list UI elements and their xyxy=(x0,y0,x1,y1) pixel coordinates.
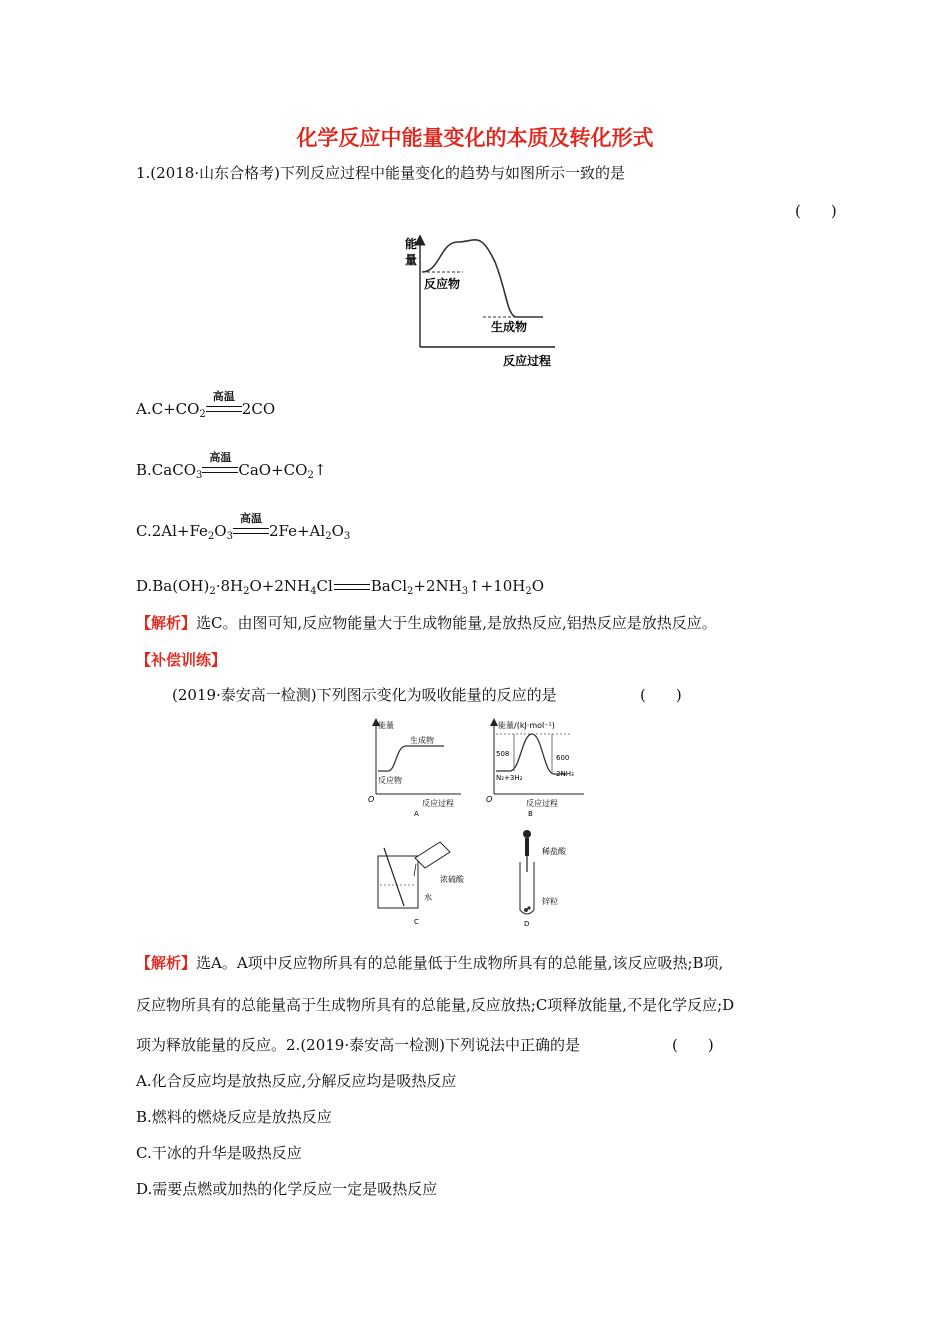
fig-a-product: 生成物 xyxy=(410,736,434,745)
q1-analysis: 【解析】选C。由图可知,反应物能量大于生成物能量,是放热反应,铝热反应是放热反应。 xyxy=(136,614,717,632)
fig-b-caption: B xyxy=(528,810,533,818)
figure-d xyxy=(510,826,600,930)
x-label: 反应过程 xyxy=(503,354,552,368)
fig-c-caption: C xyxy=(414,918,419,926)
y-label-1: 能 xyxy=(405,237,418,251)
q1-option-c: $C.2Al+Fe_2O_3$ 高温 $2Fe+Al_2O_3$ xyxy=(136,512,351,542)
q2-option-b: B.燃料的燃烧反应是放热反应 xyxy=(136,1108,332,1126)
supplement-analysis-line3: 项为释放能量的反应。2.(2019·泰安高一检测)下列说法中正确的是 xyxy=(136,1036,580,1054)
q1-option-b: B.CaCO$_3$ 高温 $CaO+CO_2↑$ xyxy=(136,451,327,481)
beaker xyxy=(378,856,418,908)
fig-b-value-508: 508 xyxy=(496,750,510,758)
q2-answer-paren: ( ) xyxy=(672,1036,714,1054)
supplement-paren: ( ) xyxy=(640,686,682,704)
fig-b-xlabel: 反应过程 xyxy=(526,799,558,808)
fig-a-reactant: 反应物 xyxy=(378,776,402,785)
q1-answer-paren: ( ) xyxy=(795,202,837,220)
fig-a-origin: O xyxy=(368,795,375,804)
fig-b-value-600: 600 xyxy=(556,754,570,762)
fig-a-caption: A xyxy=(414,810,419,818)
q1-energy-diagram xyxy=(395,232,565,372)
q1-option-a: $A.C+CO_2$ 高温 2CO xyxy=(136,390,276,420)
reagent-bottle xyxy=(415,842,450,868)
q1-option-d: $D.Ba(OH)_2\cdot 8H_2O+2NH_4Cl$ $BaCl_2+2NH_3↑+10H_2O$ xyxy=(136,577,545,597)
supplement-tag: 【补偿训练】 xyxy=(136,651,227,669)
figure-a xyxy=(366,716,466,820)
fig-d-caption: D xyxy=(524,920,530,928)
q2-option-d: D.需要点燃或加热的化学反应一定是吸热反应 xyxy=(136,1180,438,1198)
fig-b-ylabel: 能量/(kJ·mol⁻¹) xyxy=(498,721,555,730)
q2-option-c: C.干冰的升华是吸热反应 xyxy=(136,1144,302,1162)
fig-a-xlabel: 反应过程 xyxy=(422,799,454,808)
fig-d-label2: 锌粒 xyxy=(542,897,558,906)
fig-b-origin: O xyxy=(486,795,493,804)
supplement-analysis-line1: 【解析】选A。A项中反应物所具有的总能量低于生成物所具有的总能量,该反应吸热;B项, xyxy=(136,954,724,972)
fig-b-reactant: N₂+3H₂ xyxy=(496,774,523,782)
q1-stem: 1.(2018·山东合格考)下列反应过程中能量变化的趋势与如图所示一致的是 xyxy=(136,164,625,182)
fig-b-product: 2NH₃ xyxy=(556,770,574,778)
fig-a-ylabel: 能量 xyxy=(378,721,394,730)
reactant-label: 反应物 xyxy=(424,277,461,291)
fig-d-label: 稀盐酸 xyxy=(542,847,566,856)
y-label-2: 量 xyxy=(405,253,418,267)
figure-b xyxy=(484,716,594,820)
supplement-stem: (2019·泰安高一检测)下列图示变化为吸收能量的反应的是 xyxy=(172,686,557,704)
dropper-bulb xyxy=(523,830,531,838)
q2-option-a: A.化合反应均是放热反应,分解反应均是吸热反应 xyxy=(136,1072,457,1090)
page-title: 化学反应中能量变化的本质及转化形式 xyxy=(296,126,654,150)
fig-c-label: 浓硫酸 xyxy=(440,875,464,884)
supplement-analysis-line2: 反应物所具有的总能量高于生成物所具有的总能量,反应放热;C项释放能量,不是化学反应;D xyxy=(136,996,735,1014)
glass-rod xyxy=(384,848,404,906)
figure-c xyxy=(370,830,480,930)
product-label: 生成物 xyxy=(491,320,528,334)
fig-c-label2: 水 xyxy=(424,893,432,902)
curve-a xyxy=(378,746,444,771)
